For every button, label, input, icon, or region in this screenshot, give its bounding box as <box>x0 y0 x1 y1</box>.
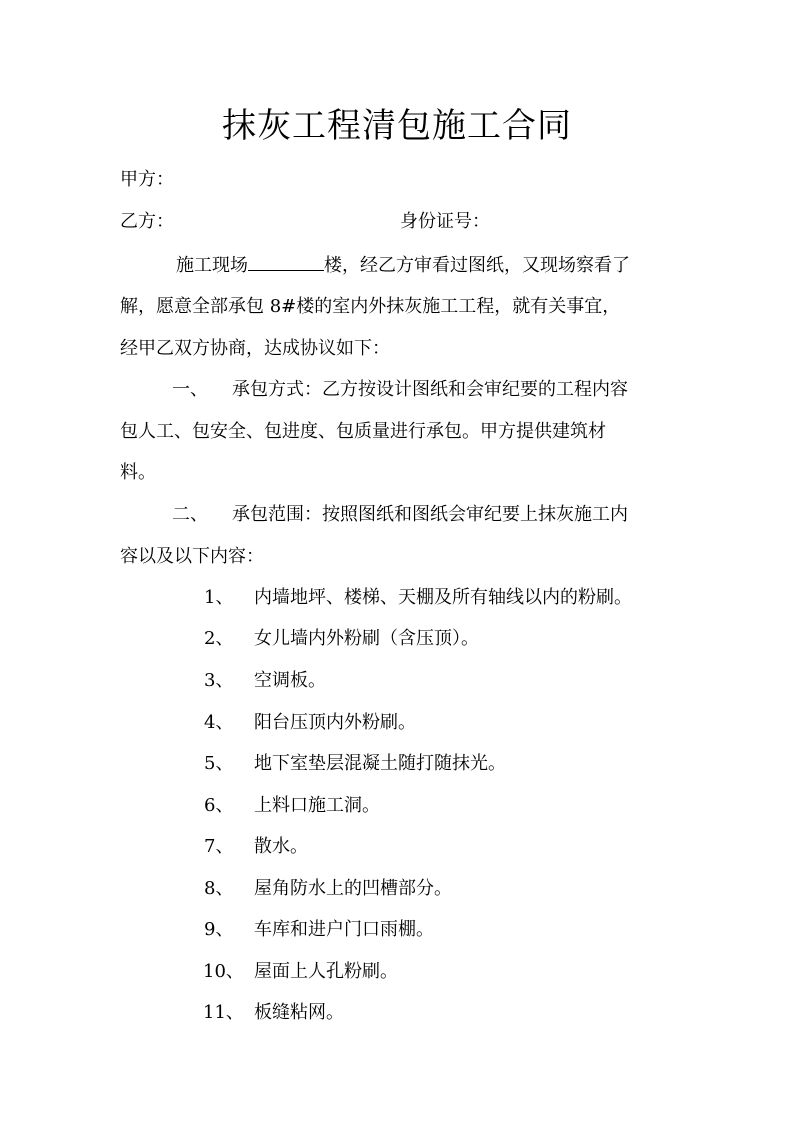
list-item <box>0 586 794 610</box>
list-item-number: 2、 <box>204 628 234 649</box>
list-item <box>0 794 794 818</box>
list-item-number: 1、 <box>204 587 234 608</box>
intro-line-3: 经甲乙双方协商，达成协议如下： <box>120 338 390 359</box>
list-item-text: 空调板。 <box>254 670 326 691</box>
list-item-text: 女儿墙内外粉刷（含压顶）。 <box>254 628 479 649</box>
list-item <box>0 835 794 859</box>
list-item <box>0 918 794 942</box>
list-item <box>0 752 794 776</box>
list-item-text: 屋角防水上的凹槽部分。 <box>254 878 452 899</box>
blank-underline <box>248 252 324 271</box>
section-2-line-2: 容以及以下内容： <box>120 546 264 567</box>
section-1-number: 一、 <box>172 379 208 400</box>
intro-line-2: 解，愿意全部承包 8#楼的室内外抹灰施工工程，就有关事宜， <box>120 296 621 317</box>
list-item <box>0 877 794 901</box>
list-item <box>0 711 794 735</box>
list-item-text: 地下室垫层混凝土随打随抹光。 <box>254 753 506 774</box>
list-item-number: 11、 <box>203 1002 244 1023</box>
document-title: 抹灰工程清包施工合同 <box>222 106 572 146</box>
intro-line-1-post: 楼，经乙方审看过图纸，又现场察看了 <box>324 255 630 276</box>
list-item-text: 屋面上人孔粉刷。 <box>254 961 398 982</box>
section-2-number: 二、 <box>172 504 208 525</box>
party-b-label: 乙方： <box>120 211 174 232</box>
list-item-number: 5、 <box>204 753 234 774</box>
section-1-line-3: 料。 <box>120 462 156 483</box>
list-item-number: 8、 <box>204 878 234 899</box>
list-item <box>0 960 794 984</box>
list-item-text: 上料口施工洞。 <box>254 795 380 816</box>
list-item-number: 6、 <box>204 795 234 816</box>
list-item-number: 9、 <box>204 919 234 940</box>
section-1-line-1: 承包方式：乙方按设计图纸和会审纪要的工程内容 <box>232 379 628 400</box>
list-item-text: 阳台压顶内外粉刷。 <box>254 712 416 733</box>
list-item <box>0 1001 794 1025</box>
id-number-label: 身份证号： <box>400 211 490 232</box>
list-item-text: 车库和进户门口雨棚。 <box>254 919 434 940</box>
intro-line-1 <box>176 252 630 278</box>
section-1-line-2: 包人工、包安全、包进度、包质量进行承包。甲方提供建筑材 <box>120 421 606 442</box>
list-item <box>0 627 794 651</box>
list-item <box>0 669 794 693</box>
list-item-text: 板缝粘网。 <box>254 1002 344 1023</box>
list-item-number: 3、 <box>204 670 234 691</box>
list-item-number: 10、 <box>203 961 244 982</box>
list-item-number: 7、 <box>204 836 234 857</box>
party-a-label: 甲方： <box>120 169 174 190</box>
intro-line-1-pre: 施工现场 <box>176 255 248 276</box>
section-2-line-1: 承包范围：按照图纸和图纸会审纪要上抹灰施工内 <box>232 504 628 525</box>
list-item-text: 内墙地坪、楼梯、天棚及所有轴线以内的粉刷。 <box>254 587 632 608</box>
list-item-text: 散水。 <box>254 836 308 857</box>
list-item-number: 4、 <box>204 712 234 733</box>
